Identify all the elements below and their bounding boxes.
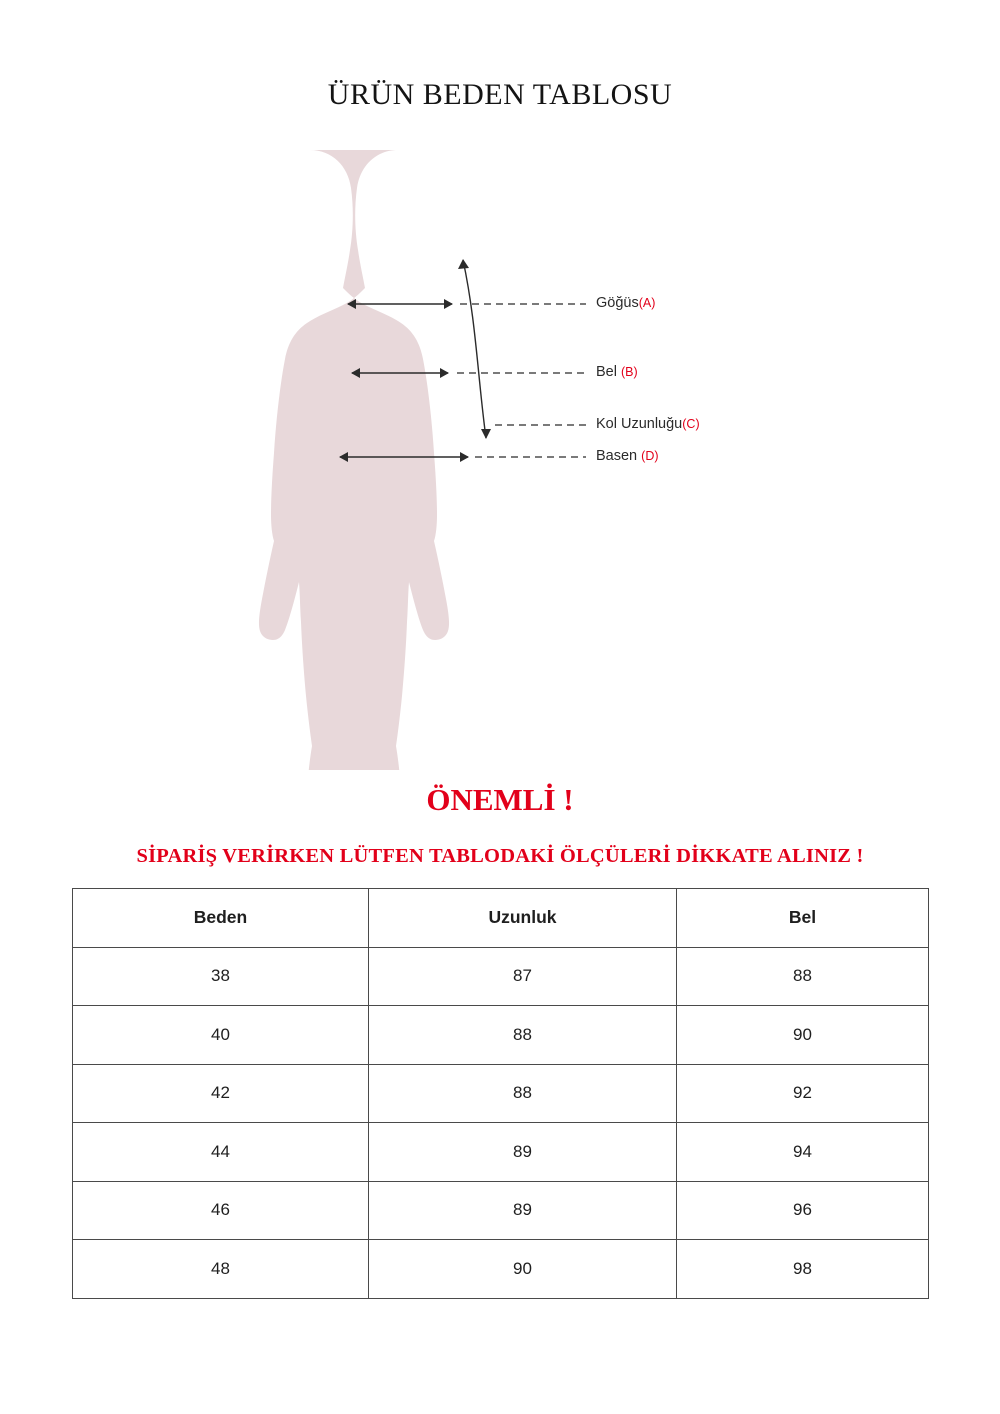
- waist-label-code: (B): [621, 365, 638, 379]
- waist-label-text: Bel: [596, 364, 617, 380]
- table-row: [73, 1123, 929, 1182]
- measurement-label-sleeve-length: [596, 416, 700, 432]
- column-header-uzunluk: Uzunluk: [369, 889, 677, 948]
- cell-size: 48: [73, 1240, 369, 1299]
- page-title: ÜRÜN BEDEN TABLOSU: [327, 78, 673, 111]
- important-notice-headline: ÖNEMLİ !: [426, 782, 574, 817]
- table-row: [73, 1064, 929, 1123]
- cell-size: 44: [73, 1123, 369, 1182]
- sleeve-label-code: (C): [682, 417, 700, 431]
- cell-size: 42: [73, 1064, 369, 1123]
- cell-length: 89: [369, 1123, 677, 1182]
- cell-size: 40: [73, 1006, 369, 1065]
- column-header-beden: Beden: [73, 889, 369, 948]
- cell-length: 90: [369, 1240, 677, 1299]
- cell-waist: 96: [677, 1181, 929, 1240]
- body-silhouette-icon: [0, 130, 1000, 770]
- column-header-bel: Bel: [677, 889, 929, 948]
- cell-waist: 88: [677, 947, 929, 1006]
- cell-size: 46: [73, 1181, 369, 1240]
- measurement-label-hip: [596, 448, 659, 464]
- size-chart-table: [72, 888, 929, 1299]
- bust-label-text: Göğüs: [596, 295, 639, 311]
- cell-length: 88: [369, 1064, 677, 1123]
- measurement-label-waist: [596, 364, 638, 380]
- table-row: [73, 1181, 929, 1240]
- measurement-label-bust: [596, 295, 655, 311]
- sleeve-label-text: Kol Uzunluğu: [596, 416, 683, 432]
- cell-size: 38: [73, 947, 369, 1006]
- bust-label-code: (A): [638, 296, 656, 310]
- important-notice-subline: SİPARİŞ VERİRKEN LÜTFEN TABLODAKİ ÖLÇÜLERİ DİKKATE ALINIZ !: [136, 845, 864, 867]
- table-row: [73, 1240, 929, 1299]
- table-row: [73, 947, 929, 1006]
- cell-waist: 98: [677, 1240, 929, 1299]
- cell-length: 88: [369, 1006, 677, 1065]
- table-row: [73, 1006, 929, 1065]
- table-header-row: [73, 889, 929, 948]
- hip-label-text: Basen: [596, 448, 638, 464]
- hip-label-code: (D): [641, 449, 659, 463]
- cell-length: 89: [369, 1181, 677, 1240]
- cell-waist: 92: [677, 1064, 929, 1123]
- cell-waist: 94: [677, 1123, 929, 1182]
- size-guide-figure: [0, 130, 1000, 770]
- cell-waist: 90: [677, 1006, 929, 1065]
- cell-length: 87: [369, 947, 677, 1006]
